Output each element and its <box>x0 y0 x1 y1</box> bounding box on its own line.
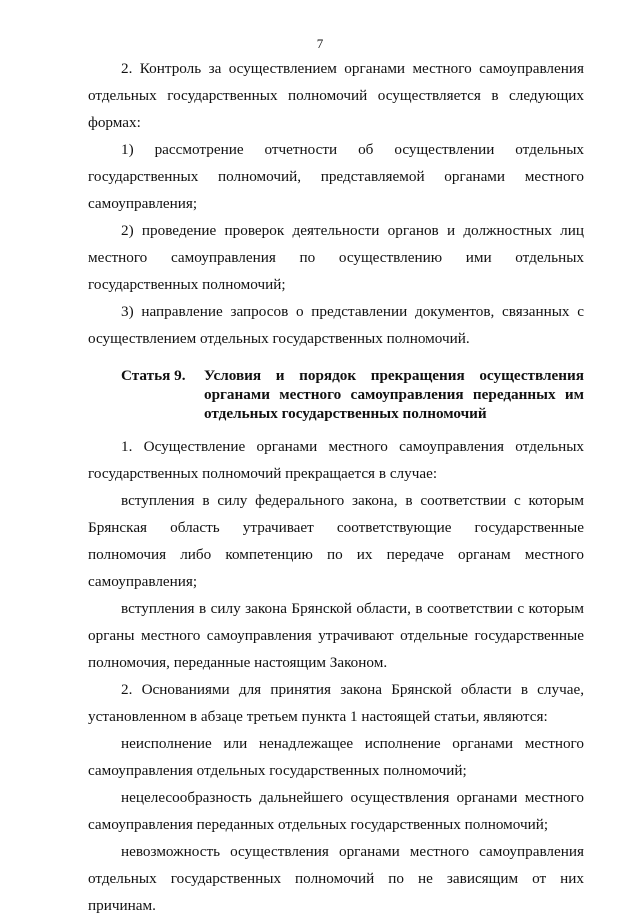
paragraph-control-forms: 2. Контроль за осуществлением органами местного самоуправления отдельных государственных полномочий осуществляется в следующих формах: <box>88 60 584 131</box>
article-heading <box>88 366 584 423</box>
paragraph-federal-law: вступления в силу федерального закона, в соответствии с которым Брянская область утрачивает соответствующие государственные полномочия либо компетенцию по их передаче органам местного самоуправления; <box>88 492 584 590</box>
paragraph-grounds: 2. Основаниями для принятия закона Брянской области в случае, установленном в абзаце третьем пункта 1 настоящей статьи, являются: <box>88 681 584 725</box>
paragraph-item-1: 1) рассмотрение отчетности об осуществлении отдельных государственных полномочий, представляемой органами местного самоуправления; <box>88 141 584 212</box>
page-number: 7 <box>316 36 324 51</box>
paragraph-regional-law: вступления в силу закона Брянской области, в соответствии с которым органы местного самоуправления утрачивают отдельные государственные полномочия, переданные настоящим Законом. <box>88 600 584 671</box>
article-title: Условия и порядок прекращения осуществления органами местного самоуправления переданных им отдельных государственных полномочий <box>204 367 584 422</box>
paragraph-termination: 1. Осуществление органами местного самоуправления отдельных государственных полномочий прекращается в случае: <box>88 438 584 482</box>
paragraph-non-performance: неисполнение или ненадлежащее исполнение органами местного самоуправления отдельных государственных полномочий; <box>88 735 584 779</box>
article-label: Статья 9. <box>121 367 186 384</box>
paragraph-impossibility: невозможность осуществления органами местного самоуправления отдельных государственных полномочий по не зависящим от них причинам. <box>88 843 584 914</box>
paragraph-item-2: 2) проведение проверок деятельности органов и должностных лиц местного самоуправления по осуществлению ими отдельных государственных полномочий; <box>88 222 584 293</box>
paragraph-inexpediency: нецелесообразность дальнейшего осуществления органами местного самоуправления переданных отдельных государственных полномочий; <box>88 789 584 833</box>
document-body <box>88 55 584 919</box>
paragraph-item-3: 3) направление запросов о представлении документов, связанных с осуществлением отдельных государственных полномочий. <box>88 303 584 347</box>
